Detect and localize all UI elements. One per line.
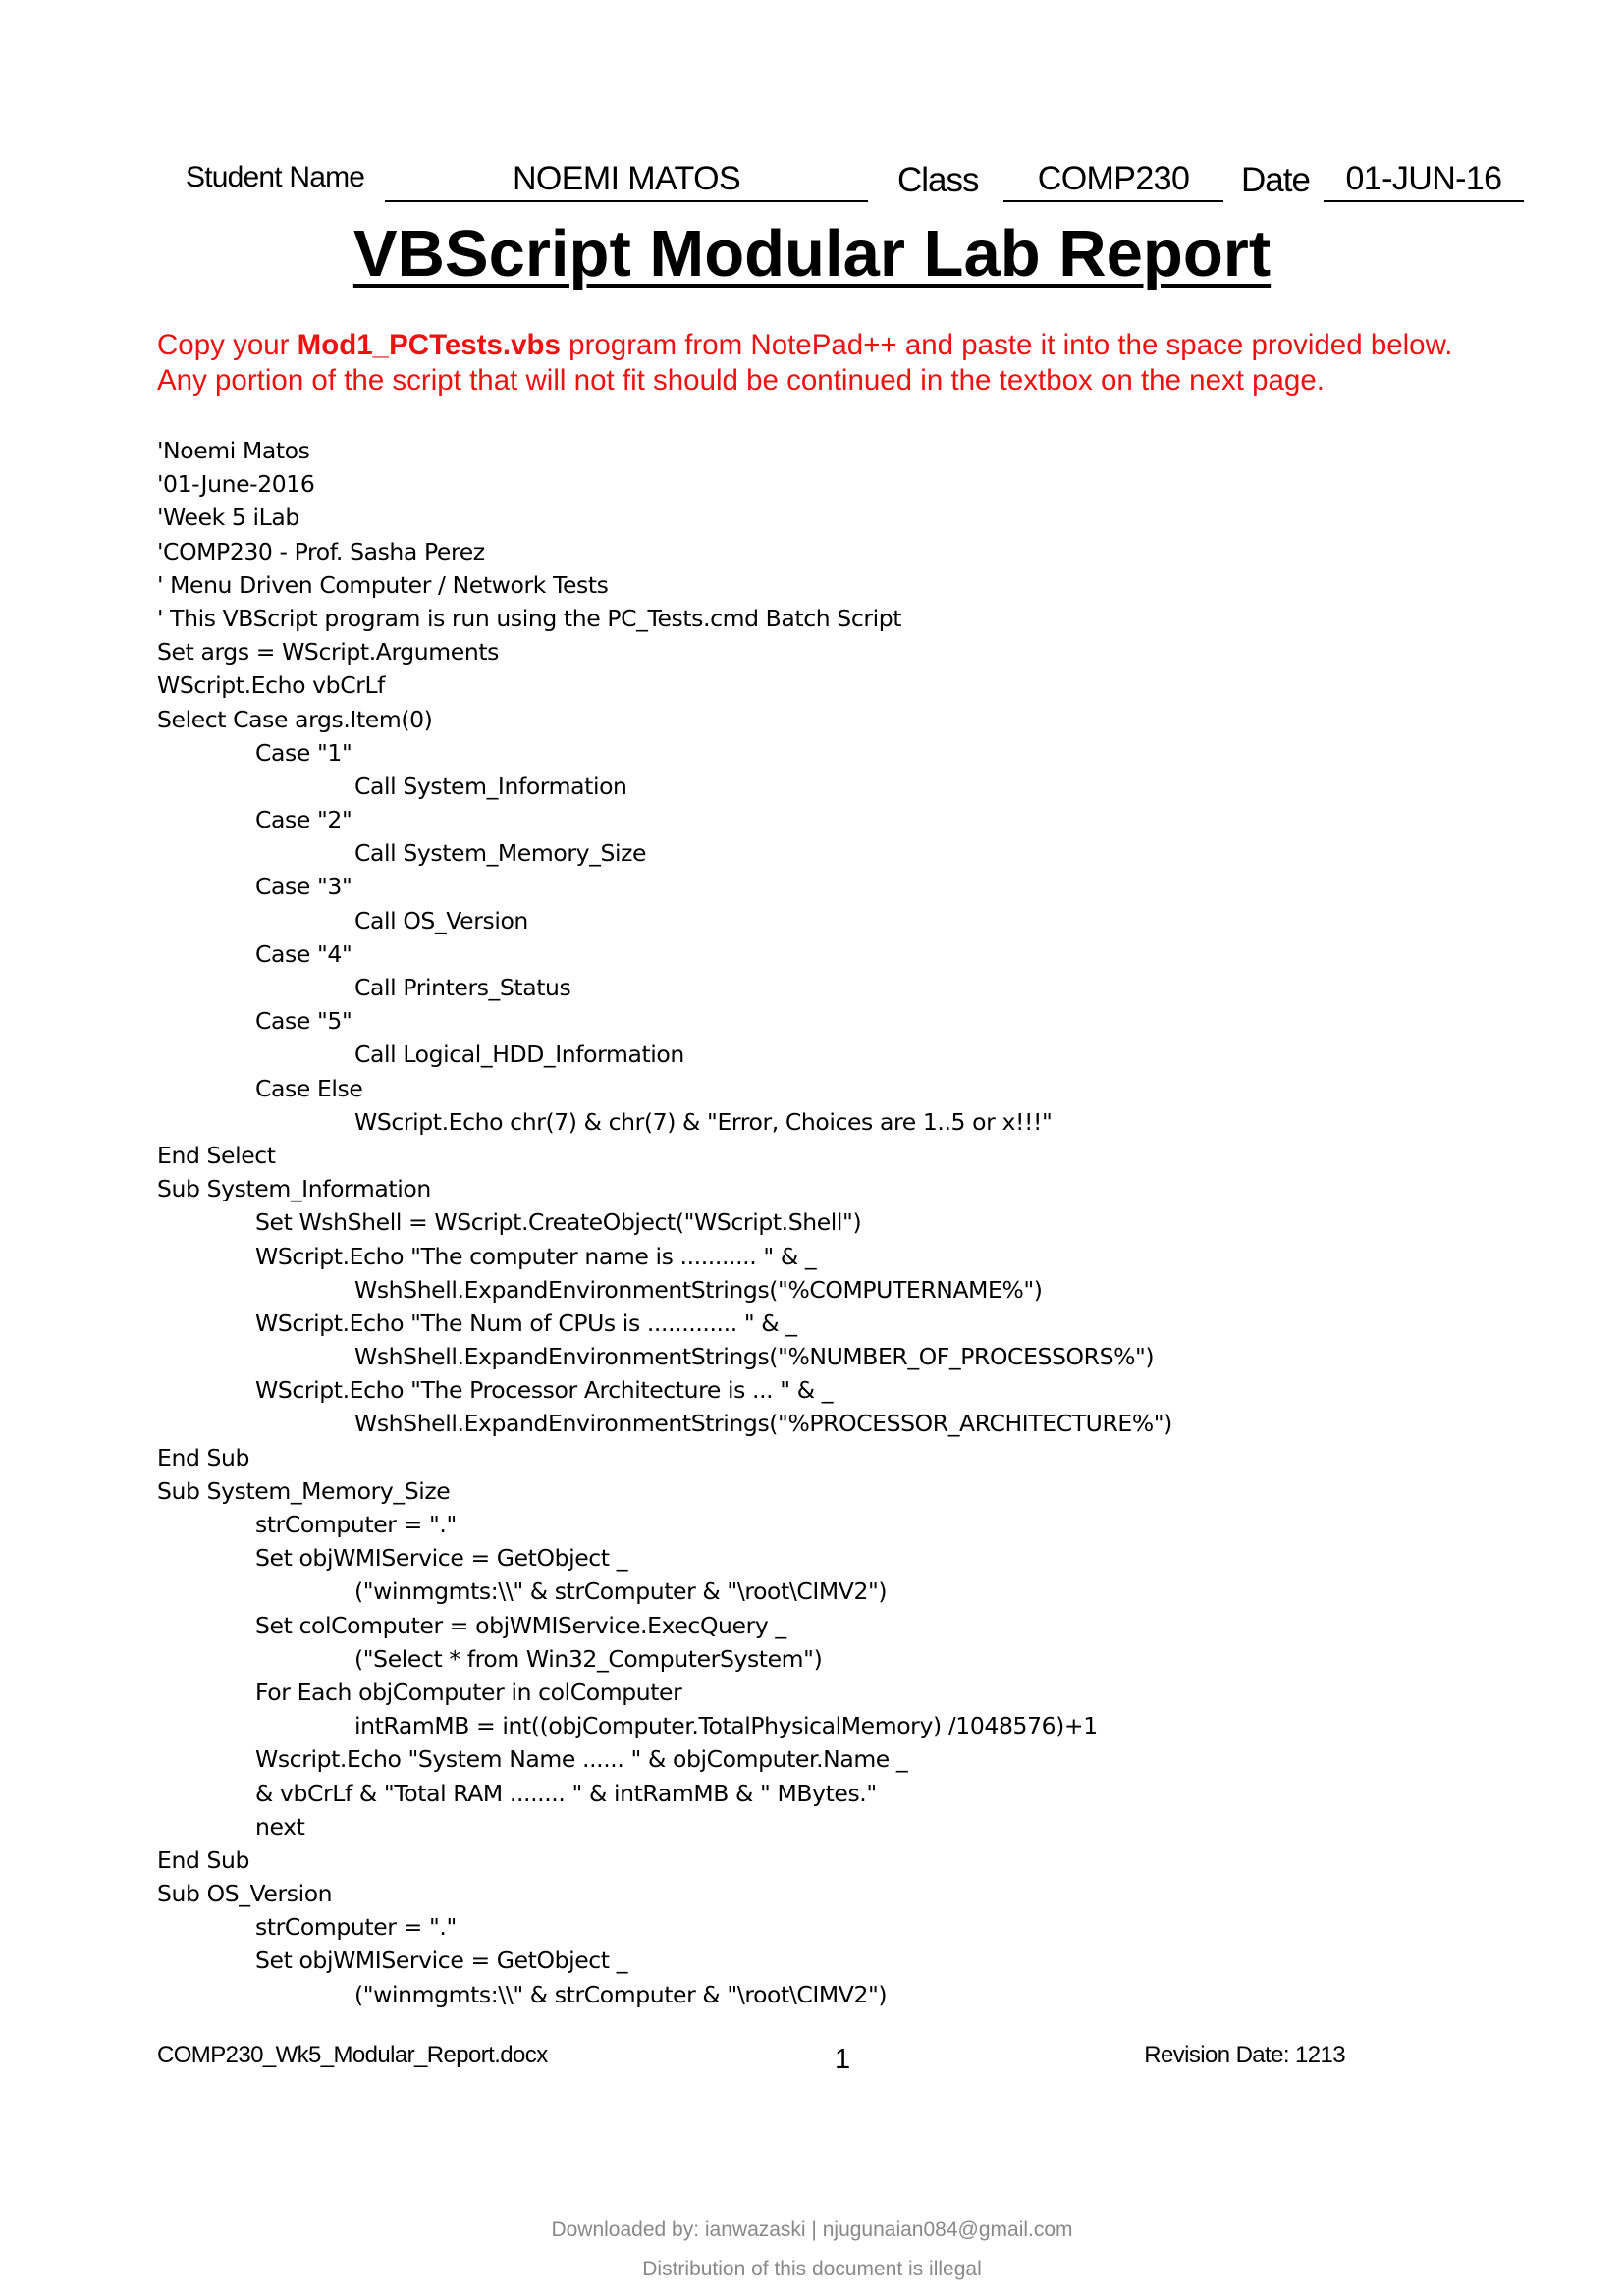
code-line: ' Menu Driven Computer / Network Tests <box>157 570 609 599</box>
watermark-downloaded-by: Downloaded by: ianwazaski | njugunaian084@gmail.com <box>551 2218 1073 2241</box>
code-line: ("winmgmts:\\" & strComputer & "\root\CIMV2") <box>354 1577 888 1606</box>
code-line: Call System_Memory_Size <box>354 839 647 868</box>
code-line: End Sub <box>157 1845 250 1874</box>
code-line: 'Week 5 iLab <box>157 504 299 532</box>
footer-filename: COMP230_Wk5_Modular_Report.docx <box>157 2042 548 2068</box>
date-label: Date <box>1241 161 1310 199</box>
instructions-line-1 <box>157 328 1532 363</box>
code-line: WScript.Echo chr(7) & chr(7) & "Error, Choices are 1..5 or x!!!" <box>354 1107 1053 1136</box>
code-line: Sub OS_Version <box>157 1880 333 1908</box>
code-line: Sub System_Information <box>157 1175 431 1203</box>
code-line: Set objWMIService = GetObject _ <box>255 1947 628 1975</box>
instructions-line-2: Any portion of the script that will not fit should be continued in the textbox on the next page. <box>157 364 1325 397</box>
code-line: Case "4" <box>255 939 352 968</box>
code-line: Set colComputer = objWMIService.ExecQuery _ <box>255 1611 786 1639</box>
code-line: Set WshShell = WScript.CreateObject("WScript.Shell") <box>255 1208 862 1237</box>
code-line: Case "1" <box>255 738 352 767</box>
student-name-label: Student Name <box>186 161 365 193</box>
code-line: Wscript.Echo "System Name ...... " & objComputer.Name _ <box>255 1745 908 1774</box>
code-line: Set objWMIService = GetObject _ <box>255 1544 628 1573</box>
date-field: 01-JUN-16 <box>1324 157 1524 202</box>
instructions-prefix: Copy your <box>157 329 298 361</box>
code-line: '01-June-2016 <box>157 470 315 499</box>
code-line: Sub System_Memory_Size <box>157 1476 451 1505</box>
code-line: WScript.Echo "The Processor Architecture is ... " & _ <box>255 1376 834 1405</box>
code-line: WScript.Echo "The computer name is ........... " & _ <box>255 1242 817 1270</box>
code-line: Call Printers_Status <box>354 974 571 1001</box>
code-line: strComputer = "." <box>255 1511 457 1538</box>
student-name-field: NOEMI MATOS <box>385 157 868 202</box>
code-line: End Select <box>157 1141 276 1169</box>
code-line: Case Else <box>255 1074 363 1102</box>
code-line: WshShell.ExpandEnvironmentStrings("%PROCESSOR_ARCHITECTURE%") <box>354 1410 1172 1438</box>
code-line: ("Select * from Win32_ComputerSystem") <box>354 1644 823 1673</box>
instructions-filename: Mod1_PCTests.vbs <box>297 329 561 361</box>
class-label: Class <box>897 161 979 199</box>
code-line: next <box>255 1812 305 1841</box>
code-line: ("winmgmts:\\" & strComputer & "\root\CIMV2") <box>354 1980 888 2008</box>
code-line: & vbCrLf & "Total RAM ........ " & intRamMB & " MBytes." <box>255 1779 877 1807</box>
code-line: WScript.Echo "The Num of CPUs is ............. " & _ <box>255 1308 797 1337</box>
code-line: For Each objComputer in colComputer <box>255 1678 682 1706</box>
code-line: WshShell.ExpandEnvironmentStrings("%NUMBER_OF_PROCESSORS%") <box>354 1343 1155 1371</box>
code-line: Case "5" <box>255 1007 352 1036</box>
code-line: Call OS_Version <box>354 906 528 934</box>
document-title: VBScript Modular Lab Report <box>352 217 1272 291</box>
code-line: Call Logical_HDD_Information <box>354 1041 684 1069</box>
code-line: ' This VBScript program is run using the PC_Tests.cmd Batch Script <box>157 604 902 632</box>
student-info-header <box>0 157 1624 206</box>
script-code-block <box>157 434 1492 2011</box>
code-line: strComputer = "." <box>255 1913 457 1942</box>
footer-revision-date: Revision Date: 1213 <box>1144 2042 1345 2068</box>
code-line: WScript.Echo vbCrLf <box>157 671 386 700</box>
instructions <box>157 328 1532 399</box>
code-line: End Sub <box>157 1443 250 1471</box>
code-line: Call System_Information <box>354 772 627 800</box>
code-line: Set args = WScript.Arguments <box>157 638 500 667</box>
page-footer <box>157 2042 1345 2081</box>
footer-page-number: 1 <box>835 2044 851 2075</box>
code-line: intRamMB = int((objComputer.TotalPhysicalMemory) /1048576)+1 <box>354 1712 1098 1740</box>
instructions-suffix: program from NotePad++ and paste it into the space provided below. <box>560 329 1453 361</box>
class-field: COMP230 <box>1003 157 1223 202</box>
code-line: Select Case args.Item(0) <box>157 705 433 733</box>
code-line: Case "2" <box>255 806 352 834</box>
code-line: 'Noemi Matos <box>157 437 310 464</box>
code-line: WshShell.ExpandEnvironmentStrings("%COMPUTERNAME%") <box>354 1275 1043 1304</box>
watermark-distribution-notice: Distribution of this document is illegal <box>642 2258 982 2280</box>
code-line: 'COMP230 - Prof. Sasha Perez <box>157 537 485 565</box>
code-line: Case "3" <box>255 873 352 901</box>
